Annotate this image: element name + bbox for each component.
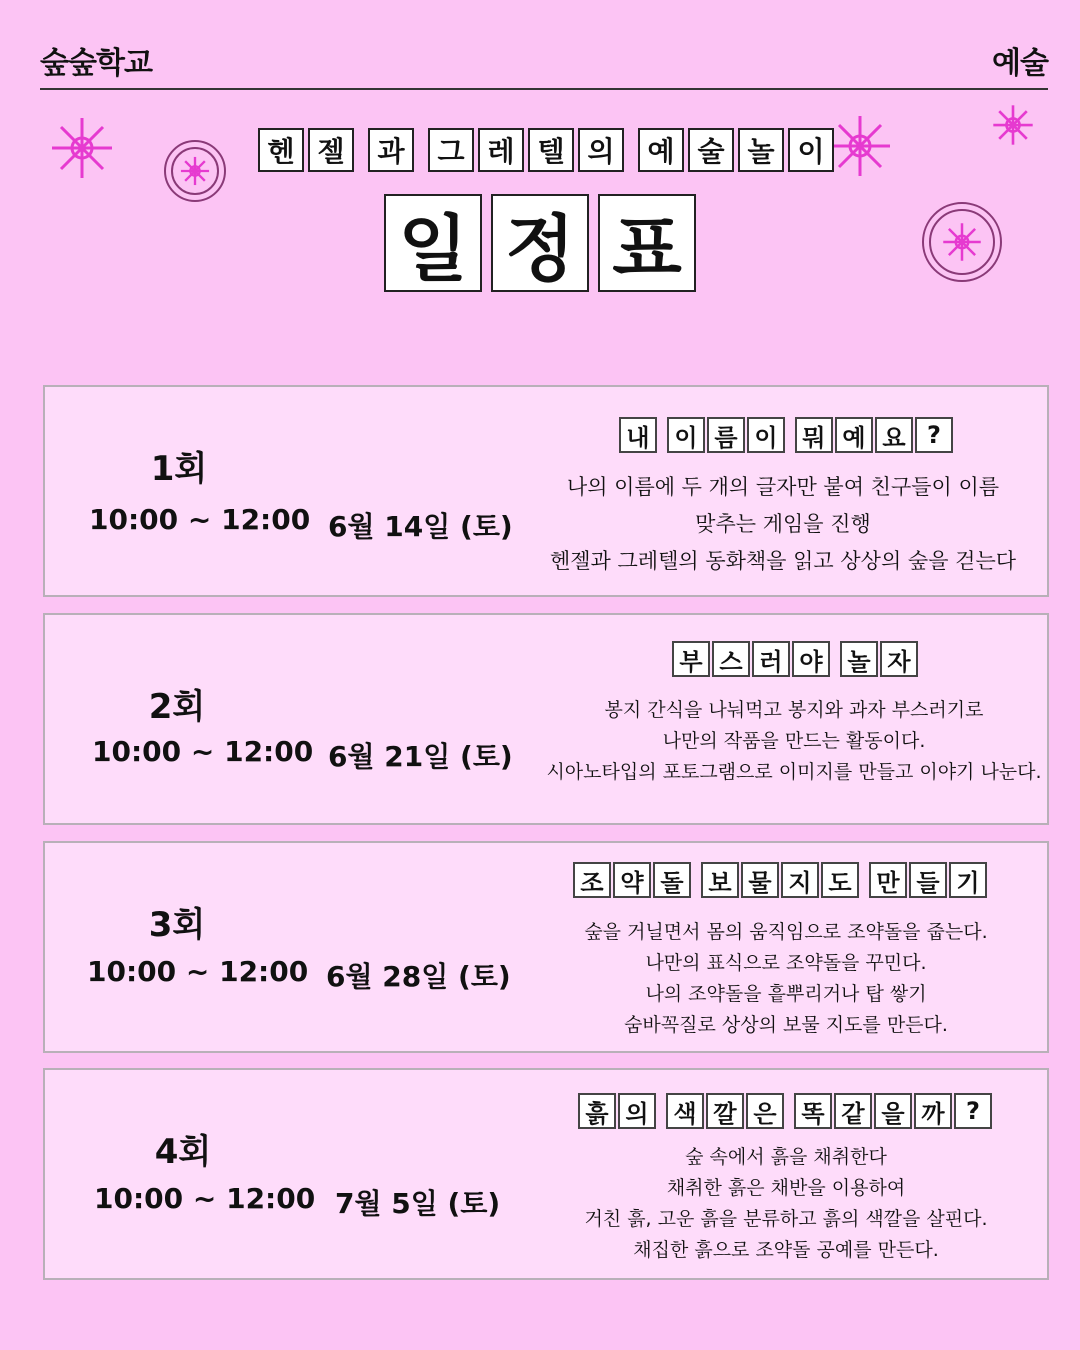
activity-title xyxy=(573,862,989,898)
title-tile: 그 xyxy=(428,128,474,172)
activity-tile: 부 xyxy=(672,641,710,677)
activity-tile: 똑 xyxy=(794,1093,832,1129)
asterisk-star-icon xyxy=(50,116,114,180)
subtitle-tiles xyxy=(258,128,838,172)
description-line: 나의 조약돌을 흩뿌리거나 탑 쌓기 xyxy=(645,983,927,1005)
activity-tile: 예 xyxy=(835,417,873,453)
activity-description xyxy=(533,469,1033,580)
description-line: 채취한 흙은 채반을 이용하여 xyxy=(666,1177,906,1199)
session-date: 6월 21일 (토) xyxy=(328,740,513,773)
description-line: 맞추는 게임을 진행 xyxy=(695,512,871,536)
main-title-tile: 표 xyxy=(598,194,696,292)
activity-description xyxy=(531,1142,1041,1266)
circle-star-badge-icon xyxy=(164,140,226,202)
title-tile: 놀 xyxy=(738,128,784,172)
activity-tile: 을 xyxy=(874,1093,912,1129)
description-line: 나만의 표식으로 조약돌을 꾸민다. xyxy=(645,952,927,974)
session-number: 2회 xyxy=(148,687,206,727)
brand-name: 숲숲학교 xyxy=(40,46,152,81)
asterisk-star-icon xyxy=(992,104,1034,146)
activity-title xyxy=(619,417,955,453)
title-tile: 예 xyxy=(638,128,684,172)
activity-tile: 약 xyxy=(613,862,651,898)
activity-tile: 은 xyxy=(746,1093,784,1129)
description-line: 거친 흙, 고운 흙을 분류하고 흙의 색깔을 살핀다. xyxy=(584,1208,988,1230)
activity-tile: 이 xyxy=(667,417,705,453)
session-date: 6월 28일 (토) xyxy=(326,960,511,993)
activity-tile: 름 xyxy=(707,417,745,453)
description-line: 숲 속에서 흙을 채취한다 xyxy=(685,1146,887,1168)
activity-tile: 깔 xyxy=(706,1093,744,1129)
session-time: 10:00 ~ 12:00 xyxy=(94,1182,316,1215)
activity-tile: 스 xyxy=(712,641,750,677)
session-number: 1회 xyxy=(150,449,208,489)
main-title-tile: 일 xyxy=(384,194,482,292)
activity-tile: 이 xyxy=(747,417,785,453)
activity-tile: 놀 xyxy=(840,641,878,677)
activity-tile: 기 xyxy=(949,862,987,898)
activity-tile: 까 xyxy=(914,1093,952,1129)
session-time: 10:00 ~ 12:00 xyxy=(87,955,309,988)
activity-tile: 뭐 xyxy=(795,417,833,453)
activity-description xyxy=(531,917,1041,1041)
circle-star-badge-icon xyxy=(922,202,1002,282)
activity-tile: 야 xyxy=(792,641,830,677)
activity-tile: 조 xyxy=(573,862,611,898)
activity-title xyxy=(578,1093,994,1129)
activity-tile: 요 xyxy=(875,417,913,453)
activity-tile: 의 xyxy=(618,1093,656,1129)
activity-tile: 흙 xyxy=(578,1093,616,1129)
activity-tile: 돌 xyxy=(653,862,691,898)
session-card xyxy=(43,841,1049,1053)
activity-tile: 러 xyxy=(752,641,790,677)
activity-tile: 자 xyxy=(880,641,918,677)
session-number: 3회 xyxy=(148,905,206,945)
activity-tile: ? xyxy=(915,417,953,453)
session-time: 10:00 ~ 12:00 xyxy=(92,735,314,768)
description-line: 나의 이름에 두 개의 글자만 붙여 친구들이 이름 xyxy=(566,475,1000,499)
activity-tile: 보 xyxy=(701,862,739,898)
activity-tile: 물 xyxy=(741,862,779,898)
activity-tile: 색 xyxy=(666,1093,704,1129)
title-tile: 과 xyxy=(368,128,414,172)
activity-tile: 들 xyxy=(909,862,947,898)
title-tile: 술 xyxy=(688,128,734,172)
main-title xyxy=(384,194,705,292)
session-card xyxy=(43,385,1049,597)
session-time: 10:00 ~ 12:00 xyxy=(89,503,311,536)
title-tile: 헨 xyxy=(258,128,304,172)
session-date: 7월 5일 (토) xyxy=(335,1187,501,1220)
section-label: 예술 xyxy=(992,46,1048,81)
main-title-tile: 정 xyxy=(491,194,589,292)
session-card xyxy=(43,1068,1049,1280)
activity-tile: 도 xyxy=(821,862,859,898)
description-line: 나만의 작품을 만드는 활동이다. xyxy=(662,730,926,752)
activity-tile: 만 xyxy=(869,862,907,898)
description-line: 숲을 거닐면서 몸의 움직임으로 조약돌을 줍는다. xyxy=(584,921,988,943)
activity-tile: 지 xyxy=(781,862,819,898)
activity-description xyxy=(541,695,1047,788)
activity-tile: ? xyxy=(954,1093,992,1129)
title-tile: 의 xyxy=(578,128,624,172)
activity-tile: 내 xyxy=(619,417,657,453)
description-line: 헨젤과 그레텔의 동화책을 읽고 상상의 숲을 걷는다 xyxy=(549,549,1017,573)
activity-tile: 같 xyxy=(834,1093,872,1129)
session-date: 6월 14일 (토) xyxy=(328,510,513,543)
description-line: 봉지 간식을 나눠먹고 봉지와 과자 부스러기로 xyxy=(604,699,984,721)
title-tile: 젤 xyxy=(308,128,354,172)
header xyxy=(40,38,1048,90)
description-line: 시아노타입의 포토그램으로 이미지를 만들고 이야기 나눈다. xyxy=(546,761,1042,783)
description-line: 채집한 흙으로 조약돌 공예를 만든다. xyxy=(633,1239,939,1261)
session-number: 4회 xyxy=(154,1132,212,1172)
activity-title xyxy=(672,641,920,677)
title-tile: 텔 xyxy=(528,128,574,172)
title-tile: 이 xyxy=(788,128,834,172)
description-line: 숨바꼭질로 상상의 보물 지도를 만든다. xyxy=(624,1014,948,1036)
session-card xyxy=(43,613,1049,825)
title-tile: 레 xyxy=(478,128,524,172)
